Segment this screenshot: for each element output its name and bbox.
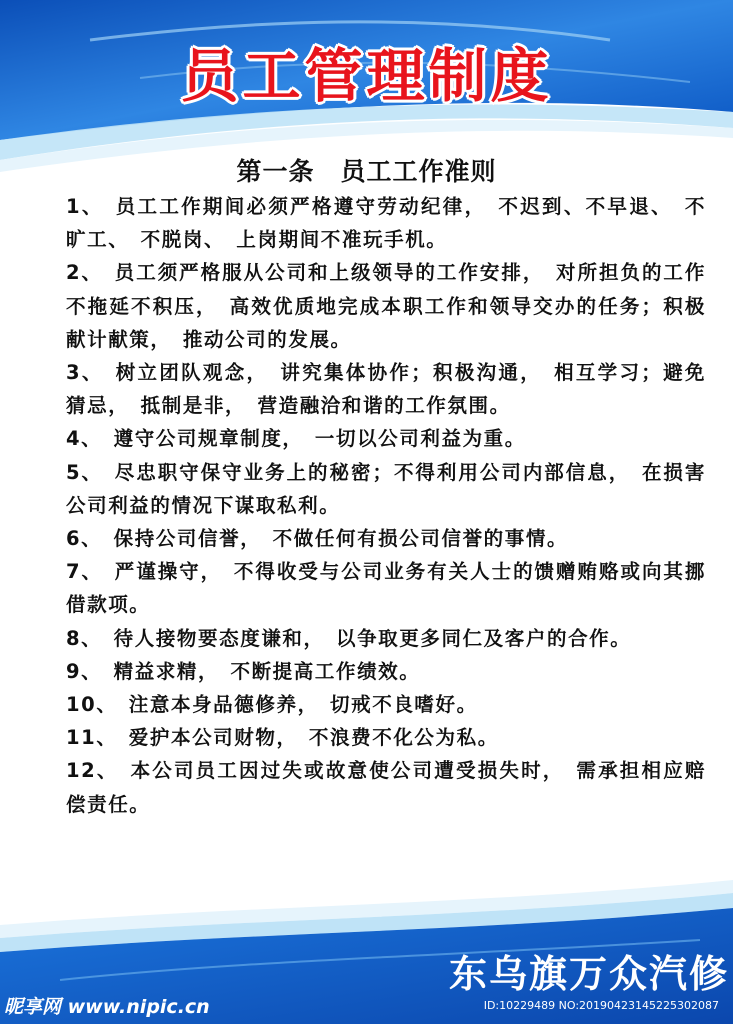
poster-title: 员工管理制度	[180, 42, 553, 110]
rule-item: 11、 爱护本公司财物， 不浪费不化公为私。	[66, 726, 499, 750]
rule-item: 8、 待人接物要态度谦和， 以争取更多同仁及客户的合作。	[66, 626, 632, 650]
rule-item: 10、 注意本身品德修养， 切戒不良嗜好。	[66, 693, 478, 717]
section-heading: 第一条 员工工作准则	[236, 157, 497, 186]
footer-company-name: 东乌旗万众汽修	[448, 952, 729, 996]
rule-item: 4、 遵守公司规章制度， 一切以公司利益为重。	[66, 427, 526, 451]
rule-item: 3、 树立团队观念， 讲究集体协作；积极沟通， 相互学习；避免猜忌， 抵制是非， 营造融洽和谐的工作氛围。	[66, 361, 706, 418]
rule-item: 2、 员工须严格服从公司和上级领导的工作安排， 对所担负的工作不拖延不积压， 高效优质地完成本职工作和领导交办的任务；积极献计献策， 推动公司的发展。	[66, 261, 706, 351]
rule-item: 1、 员工工作期间必须严格遵守劳动纪律， 不迟到、不早退、 不旷工、 不脱岗、 上岗期间不准玩手机。	[66, 195, 706, 252]
rule-item: 7、 严谨操守， 不得收受与公司业务有关人士的馈赠贿赂或向其挪借款项。	[66, 560, 706, 617]
watermark-id: ID:10229489 NO:20190423145225302087	[483, 999, 719, 1012]
rule-item: 12、 本公司员工因过失或故意使公司遭受损失时， 需承担相应赔偿责任。	[66, 759, 706, 816]
rule-item: 6、 保持公司信誉， 不做任何有损公司信誉的事情。	[66, 527, 569, 551]
watermark-logo: 昵享网 www.nipic.cn	[4, 996, 210, 1018]
rule-item: 5、 尽忠职守保守业务上的秘密；不得利用公司内部信息， 在损害公司利益的情况下谋取私利。	[66, 460, 706, 517]
rules-list	[66, 190, 706, 821]
rule-item: 9、 精益求精， 不断提高工作绩效。	[66, 659, 421, 683]
